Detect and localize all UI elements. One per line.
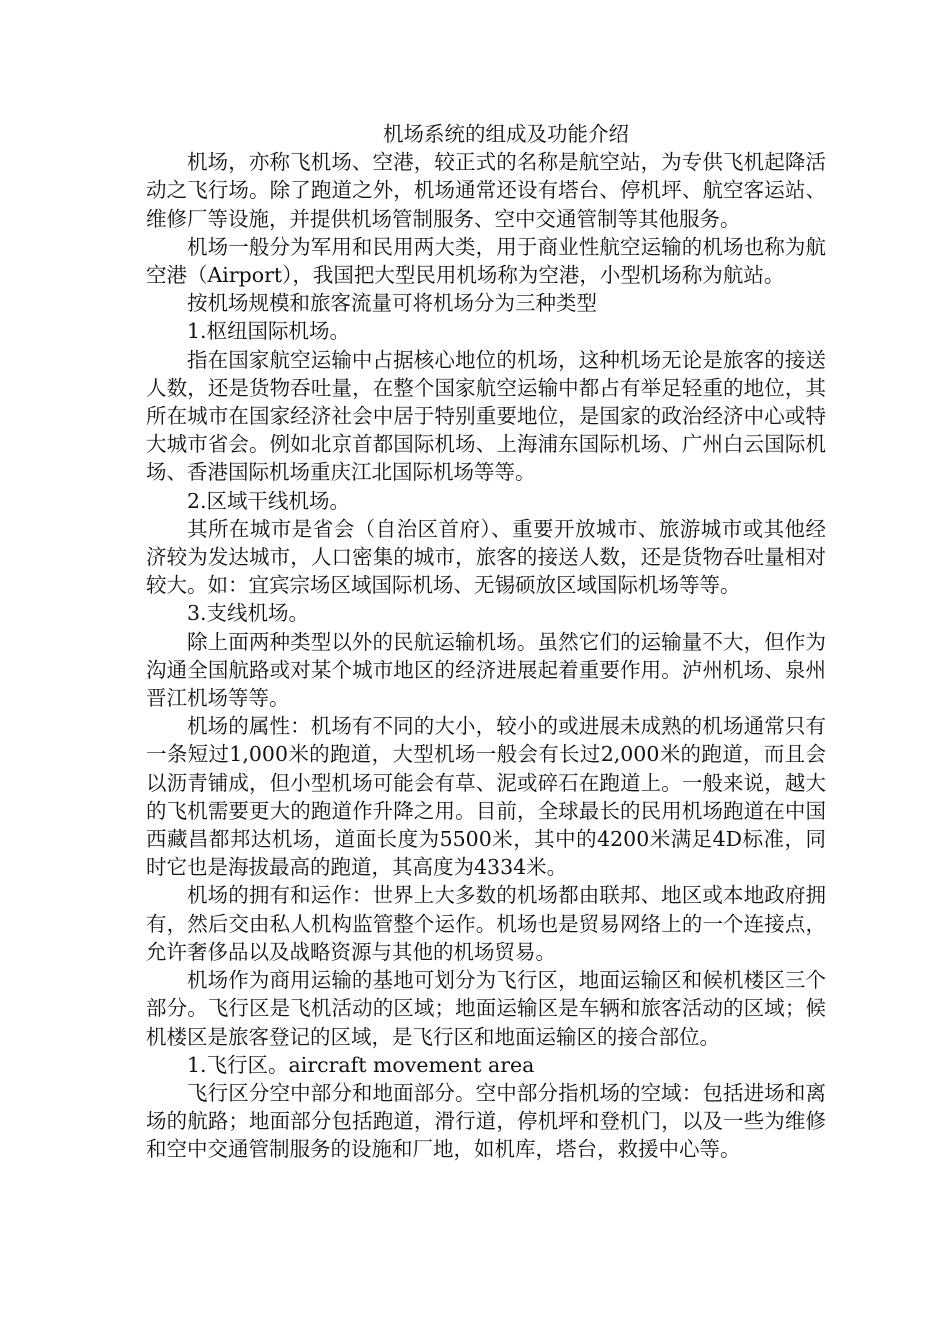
paragraph-aircraft-movement-area: 飞行区分空中部分和地面部分。空中部分指机场的空域：包括进场和离场的航路；地面部分包括跑道，滑行道，停机坪和登机门，以及一些为维修和空中交通管制服务的设施和厂地，如机库，塔台，救援中心等。 [146, 1080, 826, 1162]
document-page [146, 120, 826, 1164]
paragraph-definition: 机场，亦称飞机场、空港，较正式的名称是航空站，为专供飞机起降活动之飞行场。除了跑道之外，机场通常还设有塔台、停机坪、航空客运站、维修厂等设施，并提供机场管制服务、空中交通管制等其他服务。 [146, 150, 826, 231]
paragraph-ownership-operation: 机场的拥有和运作：世界上大多数的机场都由联邦、地区或本地政府拥有，然后交由私人机构监管整个运作。机场也是贸易网络上的一个连接点，允许奢侈品以及战略资源与其他的机场贸易。 [146, 883, 826, 964]
heading-hub-airport: 1.枢纽国际机场。 [187, 319, 351, 344]
document-title: 机场系统的组成及功能介绍 [383, 122, 629, 146]
paragraph-airport-attributes: 机场的属性：机场有不同的大小，较小的或进展未成熟的机场通常只有一条短过1,000米的跑道，大型机场一般会有长过2,000米的跑道，而且会以沥青铺成，但小型机场可能会有草、泥或碎石在跑道上。一般来说，越大的飞机需要更大的跑道作升降之用。目前，全球最长的民用机场跑道在中国西藏昌都邦达机场，道面长度为5500米，其中的4200米满足4D标准，同时它也是海拔最高的跑道，其高度为4334米。 [146, 714, 826, 880]
heading-feeder-airport: 3.支线机场。 [187, 601, 310, 626]
paragraph-feeder-airport: 除上面两种类型以外的民航运输机场。虽然它们的运输量不大，但作为沟通全国航路或对某个城市地区的经济进展起着重要作用。泸州机场、泉州晋江机场等等。 [146, 629, 826, 711]
paragraph-regional-airport: 其所在城市是省会（自治区首府）、重要开放城市、旅游城市或其他经济较为发达城市，人口密集的城市，旅客的接送人数，还是货物吞吐量相对较大。如：宜宾宗场区域国际机场、无锡硕放区域国际机场等等。 [146, 516, 826, 598]
paragraph-types-intro: 按机场规模和旅客流量可将机场分为三种类型 [187, 291, 597, 316]
heading-regional-airport: 2.区域干线机场。 [187, 488, 351, 513]
paragraph-categories: 机场一般分为军用和民用两大类，用于商业性航空运输的机场也称为航空港（Airport），我国把大型民用机场称为空港，小型机场称为航站。 [146, 234, 826, 288]
heading-aircraft-movement-area: 1.飞行区。aircraft movement area [187, 1052, 535, 1077]
paragraph-functional-zones: 机场作为商用运输的基地可划分为飞行区，地面运输区和候机楼区三个部分。飞行区是飞机活动的区域；地面运输区是车辆和旅客活动的区域；候机楼区是旅客登记的区域，是飞行区和地面运输区的接合部位。 [146, 968, 826, 1049]
paragraph-hub-airport: 指在国家航空运输中占据核心地位的机场，这种机场无论是旅客的接送人数，还是货物吞吐量，在整个国家航空运输中都占有举足轻重的地位，其所在城市在国家经济社会中居于特别重要地位，是国家的政治经济中心或特大城市省会。例如北京首都国际机场、上海浦东国际机场、广州白云国际机场、香港国际机场重庆江北国际机场等等。 [146, 347, 826, 485]
